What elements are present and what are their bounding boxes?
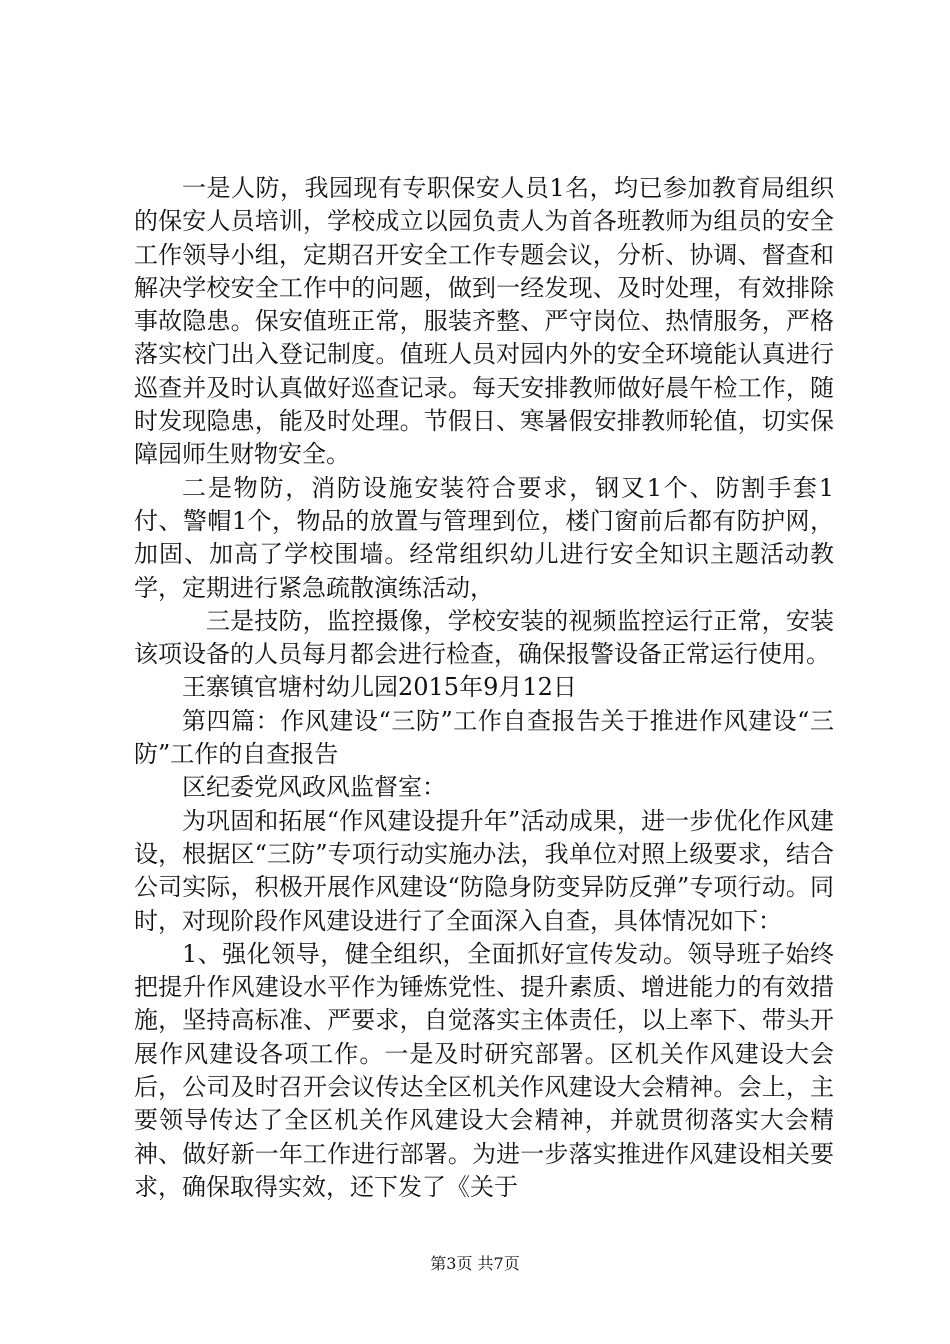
- page-footer: 第3页 共7页: [430, 1254, 520, 1273]
- paragraph-physical-defense: 二是物防，消防设施安装符合要求，钢叉1个、防割手套1付、警帽1个，物品的放置与管理到位，楼门窗前后都有防护网，加固、加高了学校围墙。经常组织幼儿进行安全知识主题活动教学，定期进行紧急疏散演练活动，: [134, 473, 834, 602]
- section-heading: 第四篇：作风建设“三防”工作自查报告关于推进作风建设“三防”工作的自查报告: [134, 706, 834, 769]
- paragraph-intro: 为巩固和拓展“作风建设提升年”活动成果，进一步优化作风建设，根据区“三防”专项行动实施办法，我单位对照上级要求，结合公司实际，积极开展作风建设“防隐身防变异防反弹”专项行动。同时，对现阶段作风建设进行了全面深入自查，具体情况如下：: [134, 806, 834, 935]
- paragraph-technical-defense: 三是技防，监控摄像，学校安装的视频监控运行正常，安装该项设备的人员每月都会进行检查，确保报警设备正常运行使用。: [134, 606, 834, 669]
- paragraph-item-1: 1、强化领导，健全组织，全面抓好宣传发动。领导班子始终把提升作风建设水平作为锤炼党性、提升素质、增进能力的有效措施，坚持高标准、严要求，自觉落实主体责任，以上率下、带头开展作风建设各项工作。一是及时研究部署。区机关作风建设大会后，公司及时召开会议传达全区机关作风建设大会精神。会上，主要领导传达了全区机关作风建设大会精神，并就贯彻落实大会精神、做好新一年工作进行部署。为进一步落实推进作风建设相关要求，确保取得实效，还下发了《关于: [134, 939, 834, 1201]
- paragraph-human-defense: 一是人防，我园现有专职保安人员1名，均已参加教育局组织的保安人员培训，学校成立以园负责人为首各班教师为组员的安全工作领导小组，定期召开安全工作专题会议，分析、协调、督查和解决学校安全工作中的问题，做到一经发现、及时处理，有效排除事故隐患。保安值班正常，服装齐整、严守岗位、热情服务，严格落实校门出入登记制度。值班人员对园内外的安全环境能认真进行巡查并及时认真做好巡查记录。每天安排教师做好晨午检工作，随时发现隐患，能及时处理。节假日、寒暑假安排教师轮值，切实保障园师生财物安全。: [134, 174, 834, 469]
- paragraph-signature-date: 王寨镇官塘村幼儿园2015年9月12日: [182, 673, 577, 702]
- document-body: [134, 172, 834, 1204]
- paragraph-addressee: 区纪委党风政风监督室：: [182, 773, 446, 802]
